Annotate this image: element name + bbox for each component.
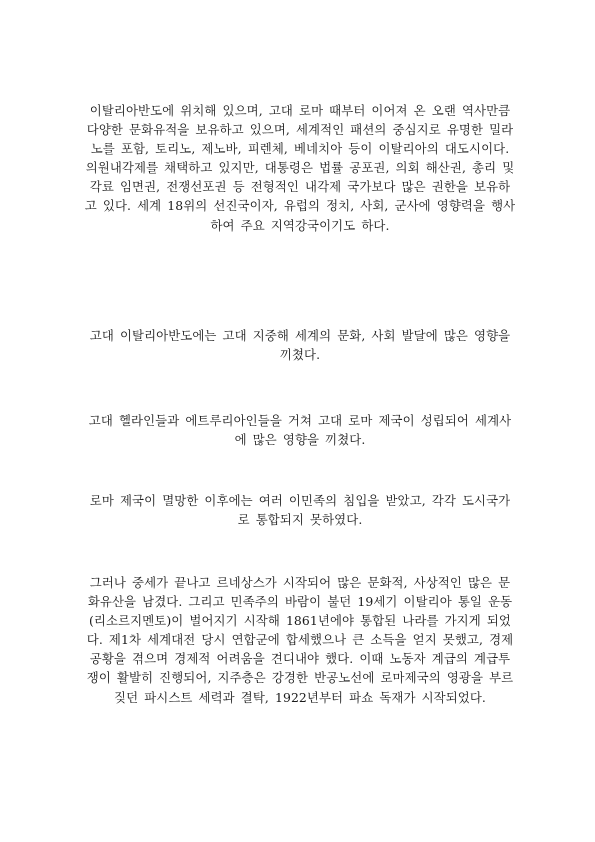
paragraph-italy-overview: 이탈리아반도에 위치해 있으며, 고대 로마 때부터 이어져 온 오랜 역사만큼 다양한 문화유적을 보유하고 있으며, 세계적인 패션의 중심지로 유명한 밀라노를 포함, 토리노, 제노바, 피렌체, 베네치아 등이 이탈리아의 대도시이다. 의원내각제를 채택하고 있지만, 대통령은 법률 공포권, 의회 해산권, 총리 및 각료 임면권, 전쟁선포권 등 전형적인 내각제 국가보다 많은 권한을 보유하고 있다. 세계 18위의 선진국이자, 유럽의 정치, 사회, 군사에 영향력을 행사하여 주요 지역강국이기도 하다. [84, 103, 516, 233]
paragraph-roman-empire: 고대 헬라인들과 에트루리아인들을 거쳐 고대 로마 제국이 성립되어 세계사에 많은 영향을 끼쳤다. [88, 413, 512, 448]
paragraph-renaissance-to-fascism: 그러나 중세가 끝나고 르네상스가 시작되어 많은 문화적, 사상적인 많은 문화유산을 남겼다. 그리고 민족주의 바람이 불던 19세기 이탈리아 통일 운동(리소르지멘토)이 벌어지기 시작해 1861년에야 통합된 나라를 가지게 되었다. 제1차 세계대전 당시 연합군에 합세했으나 큰 소득을 얻지 못했고, 경제공황을 겪으며 경제적 어려움을 견디내야 했다. 이때 노동자 계급의 계급투쟁이 활발히 진행되어, 지주층은 강경한 반공노선에 로마제국의 영광을 부르짖던 파시스트 세력과 결탁, 1922년부터 파쇼 독재가 시작되었다. [86, 575, 514, 705]
paragraph-fall-of-rome: 로마 제국이 멸망한 이후에는 여러 이민족의 침입을 받았고, 각각 도시국가로 통합되지 못하였다. [89, 493, 511, 528]
paragraph-ancient-mediterranean: 고대 이탈리아반도에는 고대 지중해 세계의 문화, 사회 발달에 많은 영향을 끼쳤다. [89, 328, 511, 363]
